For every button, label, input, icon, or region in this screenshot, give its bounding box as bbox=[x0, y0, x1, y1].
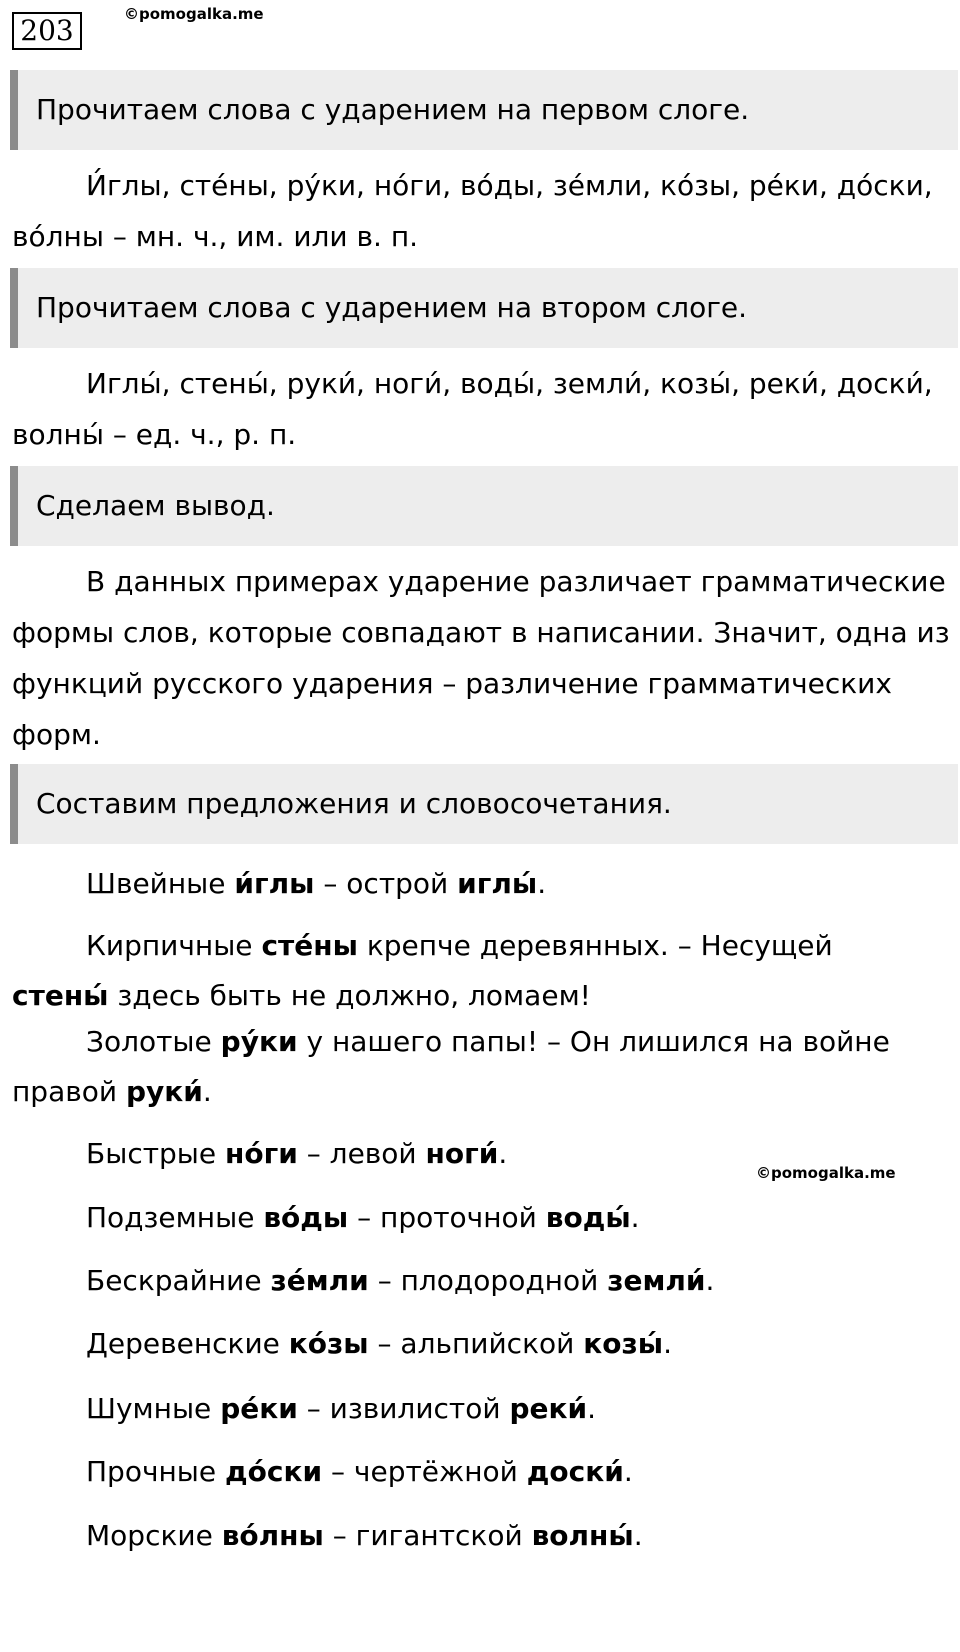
example-line-5: Подземные во́ды – проточной воды́. bbox=[86, 1201, 640, 1234]
example-line-9: Прочные до́ски – чертёжной доски́. bbox=[86, 1455, 633, 1488]
example-line-10: Морские во́лны – гигантской волны́. bbox=[86, 1519, 643, 1552]
example-line-4: Быстрые но́ги – левой ноги́. bbox=[86, 1137, 508, 1170]
paragraph-second-syllable: Иглы́, стены́, руки́, ноги́, воды́, земли́, козы́, реки́, доски́, волны́ – ед. ч., р. п. bbox=[12, 367, 933, 451]
example-line-3-continued: правой руки́. bbox=[12, 1075, 212, 1108]
section-heading-second-syllable: Прочитаем слова с ударением на втором слоге. bbox=[10, 268, 958, 348]
watermark-top: ©pomogalka.me bbox=[124, 5, 264, 23]
section-heading-first-syllable: Прочитаем слова с ударением на первом слоге. bbox=[10, 70, 958, 150]
watermark-middle: ©pomogalka.me bbox=[756, 1164, 896, 1182]
example-line-2-continued: стены́ здесь быть не должно, ломаем! bbox=[12, 979, 591, 1012]
section-heading-conclusion: Сделаем вывод. bbox=[10, 466, 958, 546]
example-line-3: Золотые ру́ки у нашего папы! – Он лишился на войне bbox=[86, 1025, 890, 1058]
section-heading-sentences: Составим предложения и словосочетания. bbox=[10, 764, 958, 844]
task-number: 203 bbox=[12, 12, 82, 50]
paragraph-first-syllable: И́глы, сте́ны, ру́ки, но́ги, во́ды, зе́мли, ко́зы, ре́ки, до́ски, во́лны – мн. ч., им. или в. п. bbox=[12, 169, 933, 253]
example-line-1: Швейные и́глы – острой иглы́. bbox=[86, 867, 547, 900]
paragraph-conclusion: В данных примерах ударение различает грамматические формы слов, которые совпадают в написании. Значит, одна из функций русского ударения – различение грамматических форм. bbox=[12, 565, 950, 751]
example-line-8: Шумные ре́ки – извилистой реки́. bbox=[86, 1392, 597, 1425]
example-line-6: Бескрайние зе́мли – плодородной земли́. bbox=[86, 1264, 715, 1297]
example-line-2: Кирпичные сте́ны крепче деревянных. – Несущей bbox=[86, 929, 833, 962]
example-line-7: Деревенские ко́зы – альпийской козы́. bbox=[86, 1327, 672, 1360]
